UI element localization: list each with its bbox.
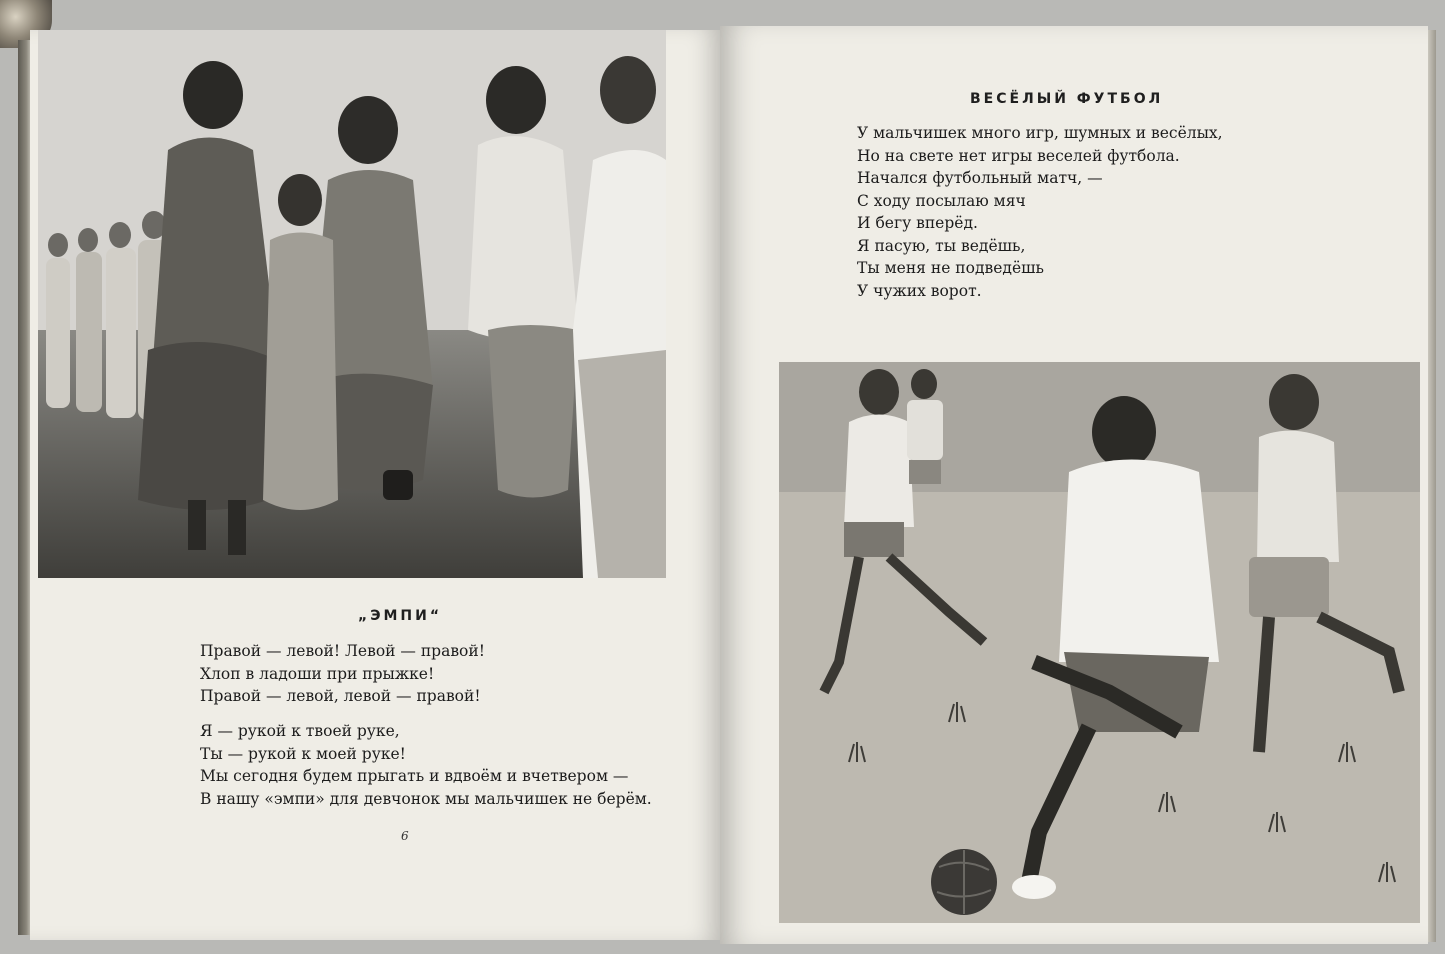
- verse-line: Ты — рукой к моей руке!: [200, 744, 406, 763]
- poem-stanza-football: [857, 122, 1223, 302]
- page-number: 6: [401, 829, 409, 843]
- verse-line: Хлоп в ладоши при прыжке!: [200, 664, 435, 683]
- verse-line: Правой — левой! Левой — правой!: [200, 642, 485, 660]
- verse-line: Но на свете нет игры веселей футбола.: [857, 146, 1180, 165]
- boys-playing-football-photo: [779, 362, 1420, 923]
- children-dancing-photo: [38, 30, 666, 578]
- poem-stanza-1: [200, 640, 485, 708]
- dance-photo-illustration: [38, 30, 666, 578]
- verse-line: И бегу вперёд.: [857, 214, 978, 232]
- football-photo-illustration: [779, 362, 1420, 923]
- verse-line: Ты меня не подведёшь: [857, 259, 1044, 277]
- verse-line: У мальчишек много игр, шумных и весёлых,: [857, 124, 1223, 142]
- verse-line: Я — рукой к твоей руке,: [200, 722, 400, 740]
- verse-line: В нашу «эмпи» для девчонок мы мальчишек не берём.: [200, 789, 652, 808]
- poem-stanza-2: [200, 720, 652, 810]
- poem-title-empi: „ЭМПИ“: [358, 608, 443, 624]
- verse-line: Начался футбольный матч, —: [857, 169, 1103, 187]
- poem-title-football: ВЕСЁЛЫЙ ФУТБОЛ: [970, 91, 1164, 107]
- verse-line: Я пасую, ты ведёшь,: [857, 236, 1026, 255]
- verse-line: У чужих ворот.: [857, 281, 982, 300]
- verse-line: Правой — левой, левой — правой!: [200, 687, 481, 705]
- verse-line: Мы сегодня будем прыгать и вдвоём и вчетвером —: [200, 767, 629, 785]
- verse-line: С ходу посылаю мяч: [857, 191, 1026, 210]
